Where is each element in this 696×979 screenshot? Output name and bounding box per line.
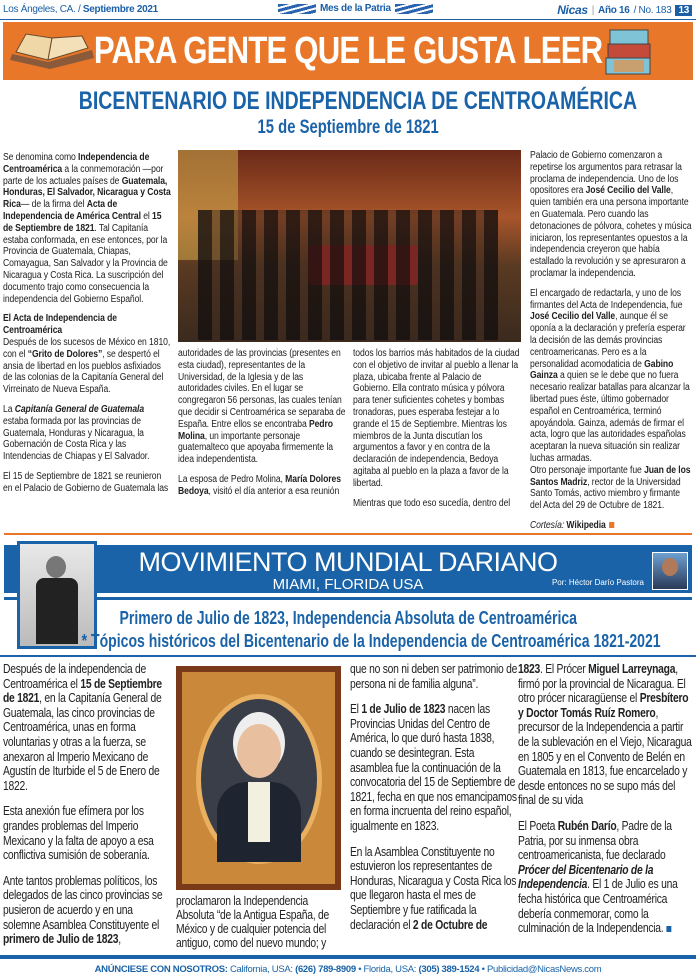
bold-text: El Acta de Independencia de Centroamérica (3, 313, 117, 337)
text-run: El Poeta (518, 818, 558, 833)
ca-phone: (626) 789-8909 (295, 964, 356, 975)
text-run: La (3, 403, 15, 415)
bold-text: 1823 (518, 662, 540, 676)
paragraph (3, 804, 168, 862)
text-run: — de la firma del (20, 199, 87, 211)
article2-column-4 (518, 662, 694, 947)
text-run: El encargado de redactarla, y uno de los firmantes del Acta de Independencia, fue (530, 287, 683, 311)
bold-text: 15 de Septiembre de 1821 (3, 210, 162, 234)
text-run: Palacio de Gobierno comenzaron a repetirse los argumentos para retrasar la proclama de independencia. Uno de los opositores era (530, 150, 682, 197)
text-run: , se despertó el ansia de libertad en los pueblos asfixiados de las colonias de la Capitanía General del Virreinato de Nueva España. (3, 348, 164, 396)
article2-subtitle: * Tópicos históricos del Bicentenario de la Independencia de Centroamérica 1821-2021 (81, 631, 661, 651)
larreynaga-portrait (176, 666, 341, 890)
banner-title: PARA GENTE QUE LE GUSTA LEER (93, 30, 603, 72)
footer-email[interactable]: • Publicidad@NicasNews.com (481, 964, 602, 975)
issue-number: / No. 183 (633, 4, 672, 16)
text-run: , quien también era una persona importante en Guatemala. Pero cuando las detonaciones de pólvora, cohetes y música iniciaron, los representantes opuestos a la independencia creyeron que había estallado la revolución y se apresuraron a proclamar la independencia. (530, 185, 692, 279)
stacked-books-icon (600, 26, 658, 78)
text-run: autoridades de las provincias (presentes en esta ciudad), representantes de la Universidad, de la Iglesia y de las autoridades civiles. En el lugar se congregaron 56 personas, las cuales tenían que decidir si Centroamérica se separaba de España. Entre ellos se encontraba (178, 348, 346, 430)
section-divider (4, 533, 692, 535)
ca-label: California, USA: (229, 964, 293, 975)
paragraph (178, 474, 346, 498)
article1-column-1 (3, 152, 171, 503)
text-run: estaba formada por las provincias de Guatemala, Honduras y Nicaragua, la Gobernación de Costa Rica y las Intendencias de Chiapas y El Salvador. (3, 415, 150, 463)
paragraph (350, 662, 518, 691)
section-location: MIAMI, FLORIDA USA (272, 576, 424, 593)
issue-date: Septiembre 2021 (82, 4, 158, 15)
year: Año 16 (598, 4, 630, 16)
paragraph (3, 404, 171, 463)
separator: | (591, 4, 595, 16)
text-run: , precursor de la Independencia a partir de la sublevación en el Viejo, Nicaragua en 1805 y en el Convento de Belén en Guatemala en 1813, fue encarcelado y desde entonces no se supo más del final de su vida (518, 705, 692, 808)
paragraph (518, 662, 694, 808)
text-run: , un importante personaje guatemalteco que apoyaba firmemente la idea independentista. (178, 430, 333, 466)
paragraph (353, 498, 521, 510)
author-byline: Por: Héctor Darío Pastora (551, 578, 644, 587)
bold-text: Capitanía General de Guatemala (14, 403, 145, 415)
article1-column-3 (353, 348, 521, 517)
text-run: Otro personaje importante fue (530, 464, 645, 476)
bold-text: Acta de Independencia de América Central (3, 199, 141, 222)
text-run: , rector de la Universidad Santo Tomás, activo miembro y firmante del Acta del 29 de Octubre de 1821. (530, 476, 681, 512)
text-run: La esposa de Pedro Molina, (178, 473, 286, 485)
paragraph (3, 313, 171, 396)
bold-text: “Grito de Dolores” (27, 348, 103, 360)
bold-text: 15 de Septiembre de 1821 (3, 676, 162, 706)
text-run: Ante tantos problemas políticos, los delegados de las cinco provincias se pusieron de acuerdo y en una solemne Asamblea Constituyente el (3, 873, 163, 932)
end-mark-icon (609, 522, 614, 528)
text-run: nacen las Provincias Unidas del Centro de América, lo que duró hasta 1838, cuando se desintegran. Esta asamblea fue la continuación de la convocatoria del 15 de Septiembre de 1821, fecha en que nos emancipamos en forma incruenta del reino español, igualmente en 1823. (350, 702, 517, 833)
author-photo (652, 552, 688, 590)
paragraph (3, 152, 171, 305)
bold-text: Gabino Gainza (530, 358, 674, 382)
text-run: Después de la independencia de Centroamérica el (3, 662, 147, 691)
text-run: que no son ni deben ser patrimonio de persona ni de familia alguna”. (350, 662, 518, 691)
end-mark-icon (667, 926, 672, 932)
paragraph (3, 874, 168, 947)
article1-column-2 (178, 348, 346, 506)
flag-icon (395, 4, 433, 14)
bold-text: Independencia de Centroamérica (3, 152, 150, 175)
text-run: El (350, 702, 362, 717)
banner (3, 22, 693, 80)
divider (0, 655, 696, 657)
text-run: proclamaron la Independencia Absoluta “de la Antigua España, de México y de cualquier potencia del antiguo, como del nuevo mundo; y (176, 894, 329, 950)
text-run: a la conmemoración —por parte de los actuales países de (3, 163, 164, 187)
paragraph (176, 894, 344, 950)
text-run: Cortesía: (530, 519, 567, 531)
article-title: BICENTENARIO DE INDEPENDENCIA DE CENTROAMÉRICA (78, 87, 638, 115)
divider (0, 19, 696, 20)
flag-icon (278, 4, 316, 14)
article-subtitle: 15 de Septiembre de 1821 (257, 117, 439, 138)
section-header-band (4, 545, 692, 593)
text-run: En la Asamblea Constituyente no estuvieron los representantes de Honduras, Nicaragua y Costa Rica los que llegaron hasta el mes de Septiembre y fue ratificada la declaración el (350, 844, 517, 932)
section-name: Mes de la Patria (320, 3, 391, 14)
text-run: . Tal Capitanía estaba conformada, en ese entonces, por la Provincia de Guatemala, Chiapas, Comayagua, San Salvador y la Provincia de Nicaragua y Costa Rica. La suscripción del documento trajo como consecuencia la independencia del Gobierno Español. (3, 222, 168, 305)
article1-column-4 (530, 150, 693, 540)
text-run: , visitó el día anterior a esa reunión (208, 485, 340, 497)
bold-text: María Dolores Bedoya (178, 473, 341, 497)
text-run: , aunque él se oponía a la declaración y prefería esperar la decisión de las demás provincias centroamericanas. Pero es a la personalidad acomodaticia de (530, 311, 686, 370)
bold-text: Wikipedia (566, 519, 606, 531)
fl-phone: (305) 389-1524 (418, 964, 480, 975)
dateline (3, 4, 158, 15)
bold-text: Rubén Darío (557, 818, 617, 833)
text-run: Mientras que todo eso sucedía, dentro del (353, 497, 511, 509)
text-run: Esta anexión fue efímera por los grandes problemas del Imperio Mexicano y la falta de apoyo a esa conflictiva sumisión de soberanía. (3, 804, 154, 863)
bold-text: Prócer del Bicentenario de la Independencia (518, 862, 654, 892)
bold-text: 2 de Octubre de (412, 917, 488, 932)
page-number: 13 (675, 5, 692, 16)
text-run: El 15 de Septiembre de 1821 se reunieron en el Palacio de Gobierno de Guatemala las (3, 470, 169, 494)
paragraph (353, 348, 521, 490)
bold-text: Presbítero y Doctor Tomás Ruíz Romero (518, 691, 689, 720)
open-book-icon (8, 32, 96, 70)
paragraph (530, 520, 693, 532)
text-run: , (118, 932, 121, 947)
text-run: . El 1 de Julio es una fecha histórica que Centroamérica debería conmemorar, como la culminación de la Independencia. (518, 877, 678, 936)
bold-text: Miguel Larreynaga (588, 662, 676, 676)
bold-text: Juan de los Santos Madriz (530, 464, 691, 488)
paragraph (518, 819, 694, 936)
text-run: . El Prócer (539, 662, 589, 676)
paragraph (530, 150, 693, 280)
footer-label: ANÚNCIESE CON NOSOTROS: (94, 964, 228, 975)
advertising-footer (0, 965, 696, 975)
page-header (0, 0, 696, 20)
paragraph (3, 662, 168, 793)
bold-text: José Cecilio del Valle (585, 185, 671, 197)
bold-text: José Cecilio del Valle (530, 311, 616, 323)
paragraph (350, 845, 518, 933)
text-run: a quien se le debe que no fuera necesario realizar batallas para alcanzar la libertad pues éste, último gobernador español en Centroamérica, terminó apoyándola. Gainza, además de firmar el acta, logro que las autoridades españolas aceptaran la nueva situación sin realizar luchas armadas. (530, 370, 690, 464)
paragraph (178, 348, 346, 466)
footer-divider (0, 955, 696, 959)
text-run: , Padre de la Patria, por su inmensa obra centroamericanista, fue declarado (518, 818, 672, 863)
text-run: el (140, 210, 153, 222)
article2-column-2 (176, 894, 344, 961)
nicas-logo: Nicas (557, 3, 588, 17)
article2-column-3 (350, 662, 518, 943)
location: Los Ángeles, CA. / (3, 4, 81, 15)
bold-text: primero de Julio de 1823 (3, 932, 119, 947)
article2-column-1 (3, 662, 168, 958)
issue-info (557, 3, 692, 17)
section-title: MOVIMIENTO MUNDIAL DARIANO (138, 547, 558, 577)
independence-signing-painting (178, 150, 521, 342)
text-run: Después de los sucesos de México en 1810, con el (3, 336, 171, 360)
paragraph (350, 702, 518, 833)
fl-label: • Florida, USA: (358, 964, 417, 975)
paragraph (530, 288, 693, 512)
divider (4, 597, 692, 600)
bold-text: Guatemala, Honduras, El Salvador, Nicaragua y Costa Rica (3, 175, 171, 211)
paragraph (3, 471, 171, 495)
text-run: , firmó por la provincial de Nicaragua. El otro prócer nicaragüense el (518, 662, 686, 706)
text-run: , en la Capitanía General de Guatemala, las cinco provincias de Centroamérica, unas en forma voluntarias y otras a la fuerza, se anexaron al Imperio Mexicano de Agustín de Iturbide el 5 de Enero de 1822. (3, 691, 162, 793)
bold-text: 1 de Julio de 1823 (361, 702, 446, 717)
text-run: Se denomina como (3, 152, 79, 163)
section-label (278, 3, 433, 14)
article2-title: Primero de Julio de 1823, Independencia Absoluta de Centroamérica (119, 608, 577, 628)
text-run: todos los barrios más habitados de la ciudad con el objetivo de invitar al pueblo a llenar la plaza, ubicaba frente al Palacio de Gobierno. Ella contrato música y pólvora para tener suficientes cohetes y bombas tronadoras, pues esperaba festejar a lo grande el 15 de Septiembre. Mientras los miembros de la Junta discutían los argumentos a favor y en contra de la declaración de independencia, Bedoya agitaba al pueblo en la plaza a favor de la libertad. (353, 348, 520, 489)
bold-text: Pedro Molina (178, 418, 333, 442)
